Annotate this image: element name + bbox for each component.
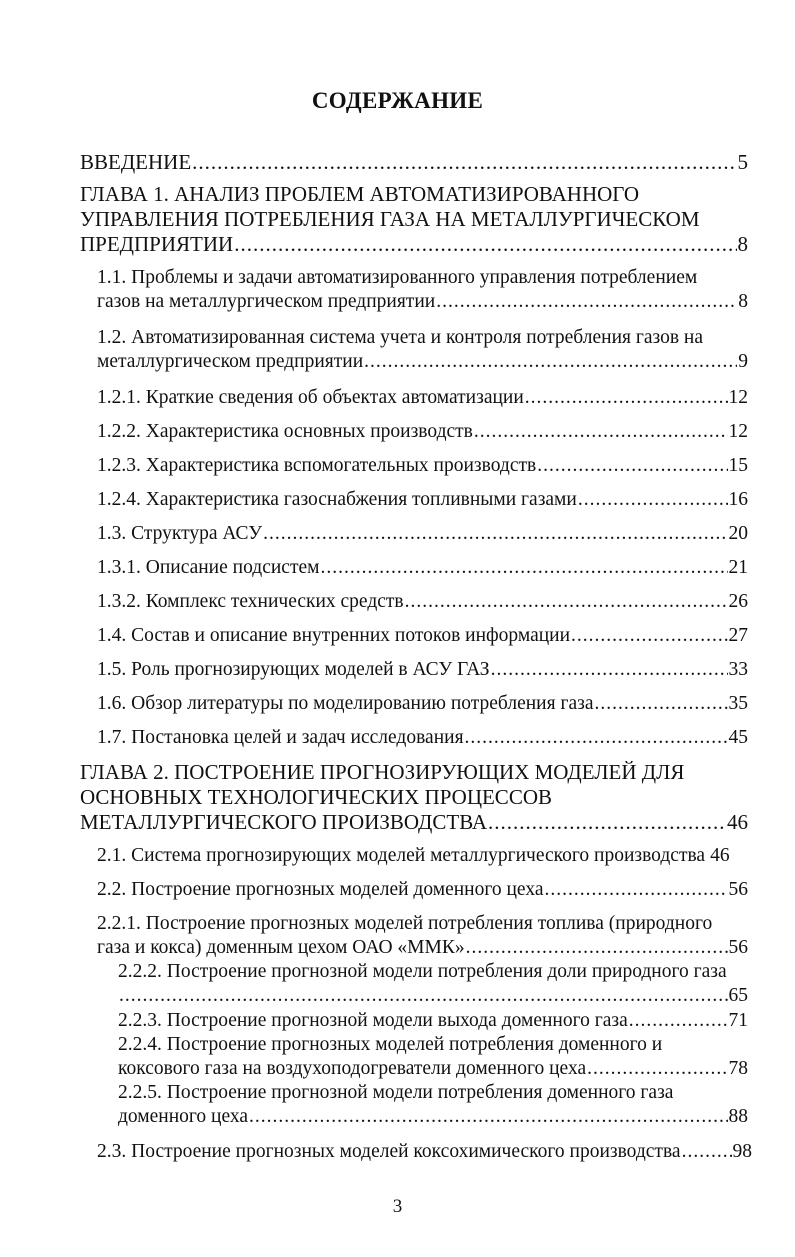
leader-dots: [537, 454, 727, 478]
toc-page-number: 56: [728, 937, 748, 958]
toc-entry-text: 2.2.5. Построение прогнозной модели потребления доменного газа: [118, 1082, 674, 1103]
leader-dots: [436, 290, 737, 314]
toc-entry-1-3: [97, 522, 748, 546]
toc-page-number: 5: [737, 150, 748, 174]
toc-entry-chapter-2: [80, 760, 748, 835]
toc-entry-text: 2.2. Построение прогнозных моделей доменного цеха: [97, 879, 544, 900]
leader-dots: [474, 420, 728, 444]
toc-page-number: 26: [728, 591, 748, 612]
toc-page-number: 15: [728, 455, 748, 476]
toc-entry-1-5: [97, 658, 748, 682]
toc-entry-text: 1.7. Постановка целей и задач исследования: [97, 727, 464, 748]
toc-page-number: 46: [710, 845, 730, 866]
toc-entry-1-1: [97, 266, 748, 314]
toc-entry-2-2-1: [97, 912, 748, 960]
toc-entry-1-2-2: [97, 420, 748, 444]
leader-dots: [594, 692, 727, 716]
toc-entry-text: 1.1. Проблемы и задачи автоматизированного управления потреблением: [97, 267, 698, 288]
toc-page-number: 65: [728, 985, 748, 1006]
toc-page-number: 27: [728, 625, 748, 646]
toc-page-number: 56: [728, 879, 748, 900]
leader-dots: [587, 1057, 727, 1081]
toc-entry-text: 1.2.4. Характеристика газоснабжения топливными газами: [97, 489, 577, 510]
toc-entry-text: 2.2.2. Построение прогнозной модели потребления доли природного газа: [118, 961, 727, 982]
toc-entry-introduction: [80, 150, 748, 175]
leader-dots: [544, 878, 727, 902]
toc-entry-text: 1.3. Структура АСУ: [97, 523, 263, 544]
toc-entry-text: МЕТАЛЛУРГИЧЕСКОГО ПРОИЗВОДСТВА: [80, 810, 488, 834]
toc-entry-text: 2.3. Построение прогнозных моделей коксохимического производства: [97, 1141, 681, 1162]
leader-dots: [465, 726, 728, 750]
toc-page-number: 46: [727, 810, 748, 834]
toc-entry-1-7: [97, 726, 748, 750]
leader-dots: [578, 488, 728, 512]
leader-dots: [682, 1140, 732, 1164]
toc-entry-2-1: [97, 844, 748, 868]
leader-dots: [629, 1009, 728, 1033]
toc-page-number: 9: [738, 351, 748, 372]
toc-entry-text: ПРЕДПРИЯТИИ: [80, 232, 234, 256]
toc-entry-1-2-3: [97, 454, 748, 478]
toc-entry-2-3: [97, 1140, 752, 1164]
leader-dots: [364, 350, 737, 374]
leader-dots: [119, 984, 728, 1008]
toc-entry-text: 2.2.1. Построение прогнозных моделей потребления топлива (природного: [97, 913, 713, 934]
toc-page-number: 20: [728, 523, 748, 544]
toc-entry-text: ВВЕДЕНИЕ: [80, 150, 192, 174]
toc-page-number: 35: [728, 693, 748, 714]
leader-dots: [234, 232, 736, 257]
toc-entry-1-2: [97, 326, 748, 374]
leader-dots: [466, 936, 728, 960]
toc-entry-1-2-4: [97, 488, 748, 512]
toc-entry-text: 1.4. Состав и описание внутренних потоков информации: [97, 625, 571, 646]
leader-dots: [491, 658, 728, 682]
toc-page-number: 45: [728, 727, 748, 748]
toc-page-number: 88: [728, 1106, 748, 1127]
toc-page-number: 16: [728, 489, 748, 510]
leader-dots: [525, 386, 728, 410]
toc-page-number: 12: [728, 387, 748, 408]
toc-entry-text: 2.2.4. Построение прогнозных моделей потребления доменного и: [118, 1034, 663, 1055]
toc-entry-1-6: [97, 692, 748, 716]
toc-entry-2-2: [97, 878, 748, 902]
page-title: СОДЕРЖАНИЕ: [311, 88, 484, 113]
toc-entry-text: ГЛАВА 2. ПОСТРОЕНИЕ ПРОГНОЗИРУЮЩИХ МОДЕЛЕЙ ДЛЯ: [80, 760, 685, 784]
toc-entry-chapter-1: [80, 182, 748, 257]
toc-entry-text: 1.2. Автоматизированная система учета и контроля потребления газов на: [97, 327, 704, 348]
toc-entry-text: ГЛАВА 1. АНАЛИЗ ПРОБЛЕМ АВТОМАТИЗИРОВАННОГО: [80, 182, 640, 206]
toc-entry-2-2-3: [118, 1009, 748, 1033]
page-number: 3: [392, 1196, 403, 1217]
toc-page-number: 12: [728, 421, 748, 442]
toc-entry-text: 1.3.1. Описание подсистем: [97, 557, 320, 578]
toc-entry-text: 1.2.3. Характеристика вспомогательных производств: [97, 455, 537, 476]
toc-entry-1-3-1: [97, 556, 748, 580]
toc-entry-text: газа и кокса) доменным цехом ОАО «ММК»: [97, 937, 465, 958]
toc-entry-text: 2.1. Система прогнозирующих моделей металлургического производства: [97, 845, 706, 866]
leader-dots: [192, 150, 736, 175]
toc-entry-text: 1.5. Роль прогнозирующих моделей в АСУ ГАЗ: [97, 659, 490, 680]
toc-page-number: 33: [728, 659, 748, 680]
toc-entry-1-4: [97, 624, 748, 648]
toc-entry-text: металлургическом предприятии: [97, 351, 364, 372]
toc-entry-text: 2.2.3. Построение прогнозной модели выхода доменного газа: [118, 1010, 628, 1031]
toc-entry-1-2-1: [97, 386, 748, 410]
toc-page-number: 71: [728, 1010, 748, 1031]
toc-entry-text: 1.2.1. Краткие сведения об объектах автоматизации: [97, 387, 524, 408]
toc-entry-text: 1.3.2. Комплекс технических средств: [97, 591, 404, 612]
toc-entry-1-3-2: [97, 590, 748, 614]
leader-dots: [405, 590, 728, 614]
toc-page-number: 21: [728, 557, 748, 578]
toc-page-number: 8: [738, 291, 748, 312]
leader-dots: [263, 522, 727, 546]
toc-entry-2-2-5: [118, 1081, 748, 1129]
toc-page-number: 8: [737, 232, 748, 256]
toc-entry-text: 1.2.2. Характеристика основных производств: [97, 421, 473, 442]
toc-entry-text: газов на металлургическом предприятии: [97, 291, 436, 312]
toc-entry-text: ОСНОВНЫХ ТЕХНОЛОГИЧЕСКИХ ПРОЦЕССОВ: [80, 785, 552, 809]
toc-entry-text: УПРАВЛЕНИЯ ПОТРЕБЛЕНИЯ ГАЗА НА МЕТАЛЛУРГИЧЕСКОМ: [80, 207, 700, 231]
leader-dots: [571, 624, 727, 648]
toc-entry-text: 1.6. Обзор литературы по моделированию потребления газа: [97, 693, 594, 714]
leader-dots: [320, 556, 727, 580]
toc-page-number: 78: [728, 1058, 748, 1079]
toc-entry-text: доменного цеха: [118, 1106, 249, 1127]
toc-entry-text: коксового газа на воздухоподогреватели доменного цеха: [118, 1058, 587, 1079]
leader-dots: [249, 1105, 727, 1129]
leader-dots: [488, 810, 726, 835]
toc-entry-2-2-4: [118, 1033, 748, 1081]
toc-entry-2-2-2: [118, 960, 748, 1008]
toc-page-number: 98: [732, 1141, 752, 1162]
